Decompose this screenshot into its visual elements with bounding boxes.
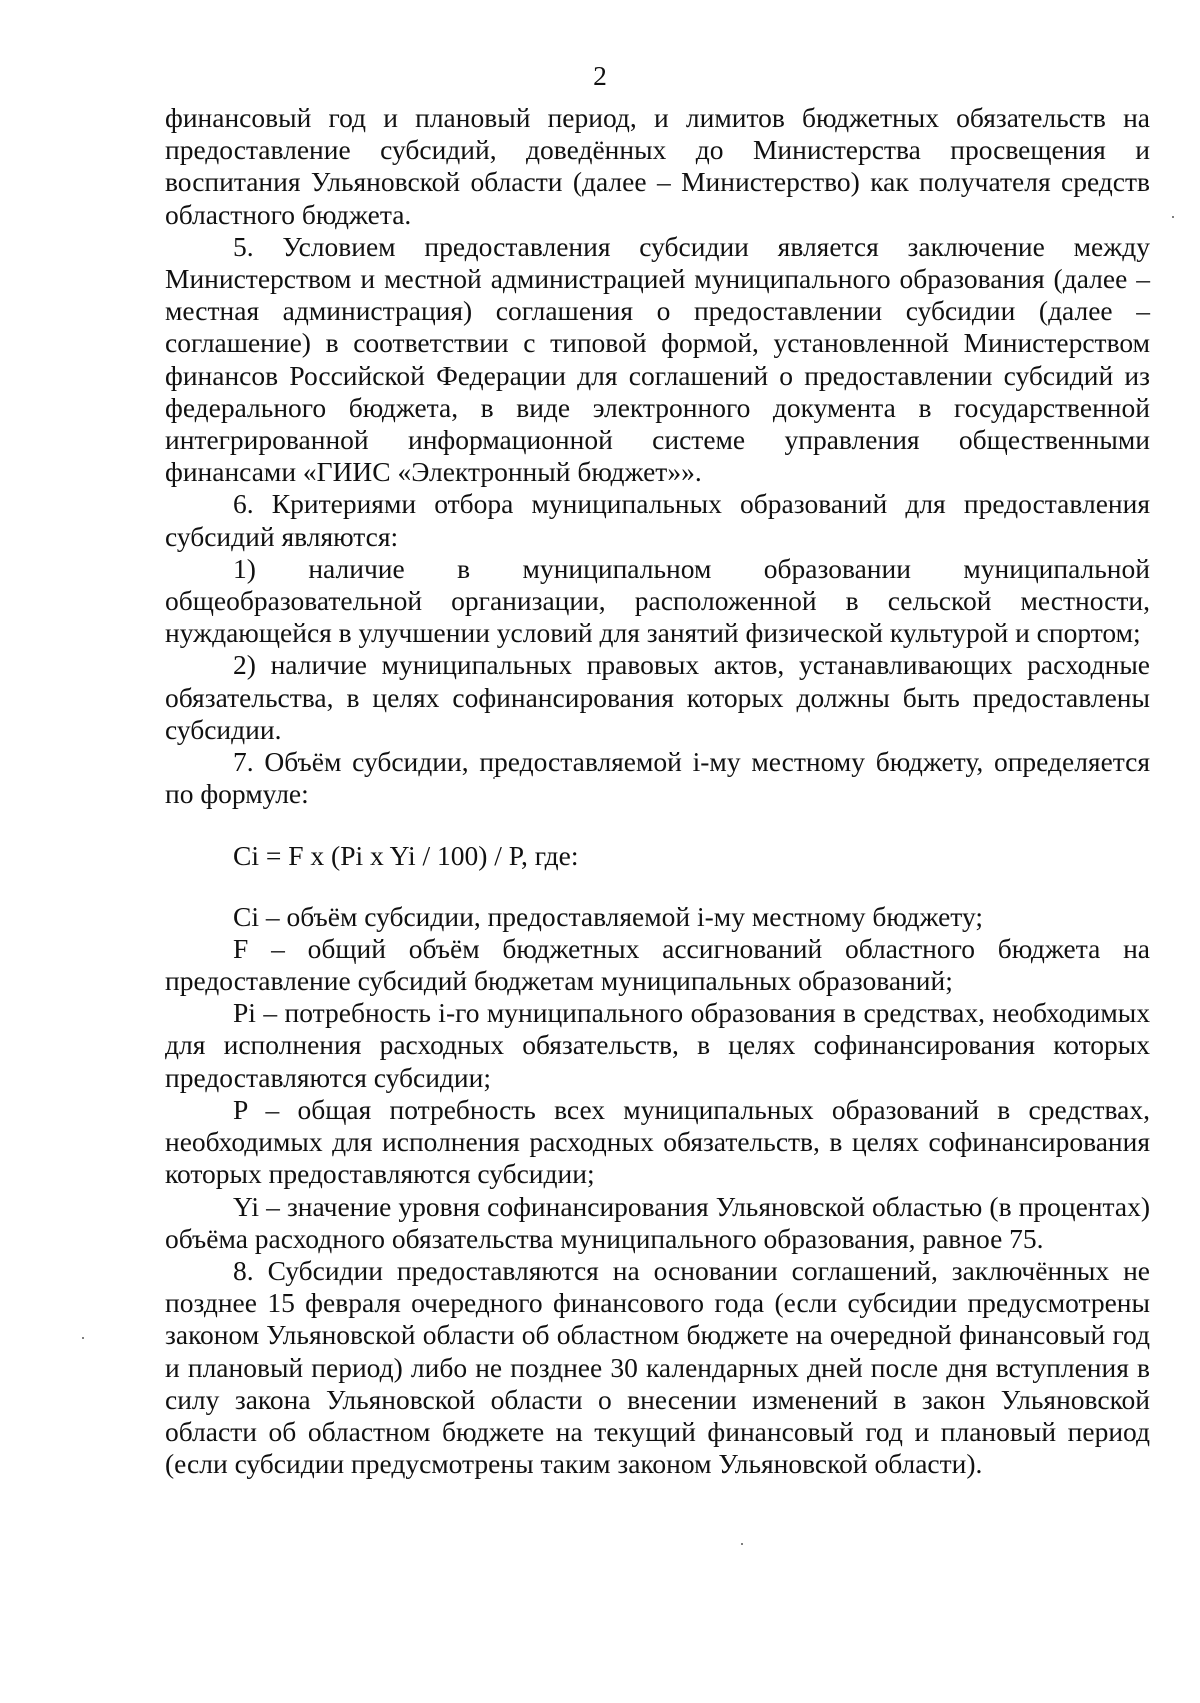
paragraph-6: 6. Критериями отбора муниципальных образований для предоставления субсидий являются: bbox=[165, 488, 1150, 552]
document-body bbox=[165, 102, 1150, 1480]
definition-yi: Yi – значение уровня софинансирования Ульяновской областью (в процентах) объёма расходного обязательства муниципального образования, равное 75. bbox=[165, 1190, 1150, 1254]
scan-speck bbox=[741, 1543, 743, 1545]
definition-ci: Ci – объём субсидии, предоставляемой i-му местному бюджету; bbox=[233, 900, 983, 932]
scan-speck bbox=[1172, 216, 1174, 218]
scan-speck bbox=[82, 1337, 84, 1339]
definition-p: P – общая потребность всех муниципальных образований в средствах, необходимых для исполнения расходных обязательств, в целях софинансирования которых предоставляются субсидии; bbox=[165, 1093, 1150, 1190]
subsidy-formula: Ci = F x (Pi x Yi / 100) / P, где: bbox=[233, 840, 579, 872]
scan-speck bbox=[493, 777, 495, 779]
definition-f: F – общий объём бюджетных ассигнований областного бюджета на предоставление субсидий бюджетам муниципальных образований; bbox=[165, 932, 1150, 997]
paragraph-continuation: финансовый год и плановый период, и лимитов бюджетных обязательств на предоставление субсидий, доведённых до Министерства просвещения и воспитания Ульяновской области (далее – Министерство) как получателя средств областного бюджета. bbox=[165, 102, 1150, 230]
criterion-2: 2) наличие муниципальных правовых актов, устанавливающих расходные обязательства, в целях софинансирования которых должны быть предоставлены субсидии. bbox=[165, 649, 1150, 745]
paragraph-8: 8. Субсидии предоставляются на основании соглашений, заключённых не позднее 15 февраля очередного финансового года (если субсидии предусмотрены законом Ульяновской области об областном бюджете на очередной финансовый год и плановый период) либо не позднее 30 календарных дней после дня вступления в силу закона Ульяновской области о внесении изменений в закон Ульяновской области об областном бюджете на текущий финансовый год и плановый период (если субсидии предусмотрены таким законом Ульяновской области). bbox=[165, 1254, 1150, 1480]
definition-pi: Pi – потребность i-го муниципального образования в средствах, необходимых для исполнения расходных обязательств, в целях софинансирования которых предоставляются субсидии; bbox=[165, 997, 1150, 1093]
page-number: 2 bbox=[593, 60, 607, 91]
criterion-1: 1) наличие в муниципальном образовании муниципальной общеобразовательной организации, расположенной в сельской местности, нуждающейся в улучшении условий для занятий физической культурой и спортом; bbox=[165, 552, 1150, 649]
paragraph-7: 7. Объём субсидии, предоставляемой i-му местному бюджету, определяется по формуле: bbox=[165, 746, 1150, 810]
paragraph-5: 5. Условием предоставления субсидии является заключение между Министерством и местной администрацией муниципального образования (далее – местная администрация) соглашения о предоставлении субсидии (далее – соглашение) в соответствии с типовой формой, установленной Министерством финансов Российской Федерации для соглашений о предоставлении субсидий из федерального бюджета, в виде электронного документа в государственной интегрированной информационной системе управления общественными финансами «ГИИС «Электронный бюджет»». bbox=[165, 230, 1150, 488]
